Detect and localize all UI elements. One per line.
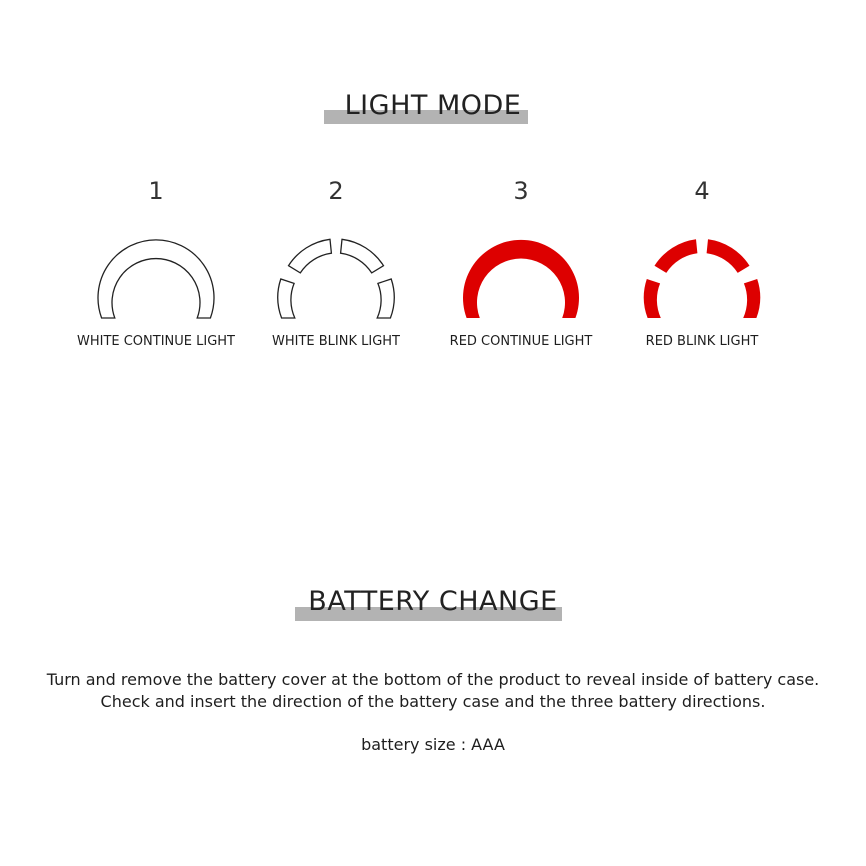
light-mode-3 xyxy=(431,176,611,349)
battery-instruction-1: Turn and remove the battery cover at the bottom of the product to reveal inside of battery case. xyxy=(46,670,820,689)
mode-number: 2 xyxy=(328,177,344,205)
light-mode-4 xyxy=(612,176,792,349)
mode-number: 1 xyxy=(148,177,164,205)
mode-label: RED CONTINUE LIGHT xyxy=(449,334,593,349)
light-mode-2 xyxy=(246,176,426,349)
mode-label: WHITE BLINK LIGHT xyxy=(272,334,400,349)
red-continue-light-icon xyxy=(461,238,581,320)
light-mode-1 xyxy=(66,176,246,349)
battery-instruction-2: Check and insert the direction of the battery case and the three battery directions. xyxy=(100,692,766,711)
white-continue-light-icon xyxy=(96,238,216,320)
white-blink-light-icon xyxy=(276,238,396,320)
mode-number: 3 xyxy=(513,177,529,205)
battery-change-title-text: BATTERY CHANGE xyxy=(308,586,558,617)
mode-label: WHITE CONTINUE LIGHT xyxy=(76,334,235,349)
battery-change-title xyxy=(0,586,866,617)
red-blink-light-icon xyxy=(642,238,762,320)
light-mode-title-text: LIGHT MODE xyxy=(344,90,522,121)
mode-number: 4 xyxy=(694,177,710,205)
light-mode-title xyxy=(0,90,866,121)
battery-size-text: battery size : AAA xyxy=(361,735,505,754)
mode-label: RED BLINK LIGHT xyxy=(645,334,759,349)
